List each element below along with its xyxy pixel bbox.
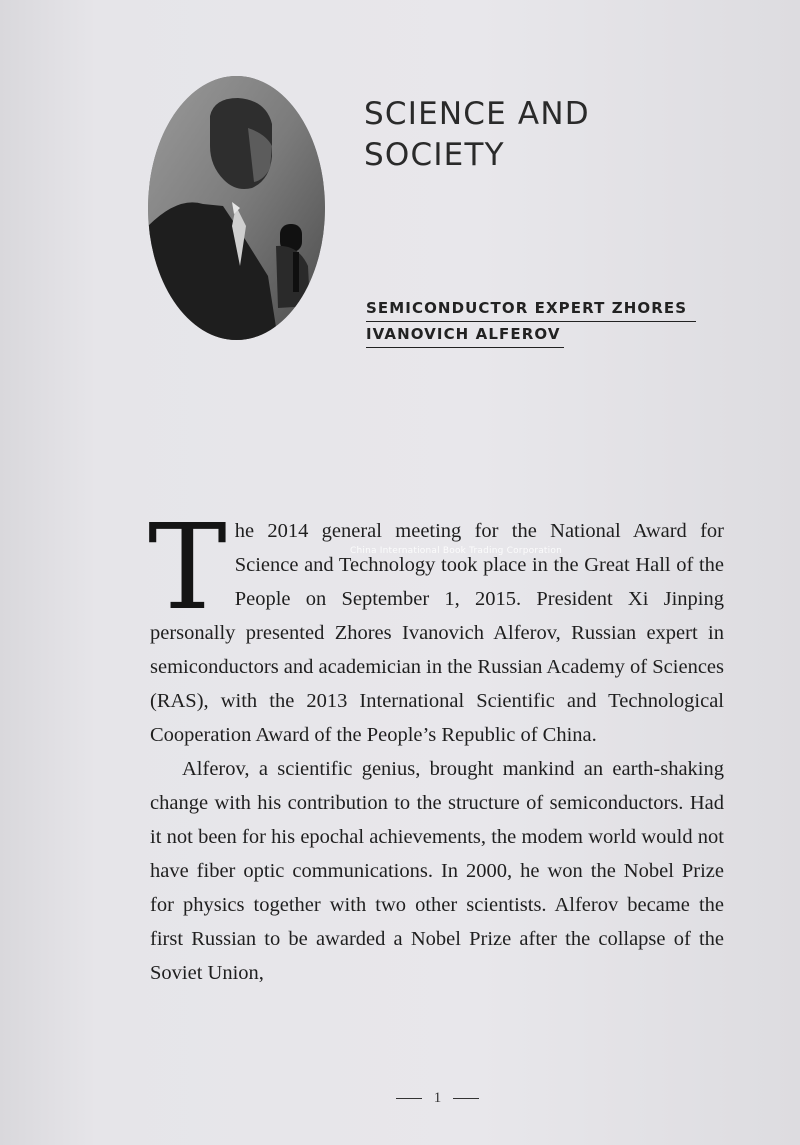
section-title-line-2: SOCIETY bbox=[364, 137, 505, 173]
paragraph-2: Alferov, a scientific genius, brought mankind an earth-shaking change with his contribution to the structure of semiconductors. Had it not been for his epochal achievements, the modem world would not have fiber optic communications. In 2000, he won the Nobel Prize for physics together with two other scientists. Alferov became the first Russian to be awarded a Nobel Prize after the collapse of the Soviet Union, bbox=[150, 758, 724, 984]
article-subtitle-line-2: IVANOVICH ALFEROV bbox=[366, 322, 564, 348]
footer-dash-left bbox=[396, 1098, 422, 1099]
section-title bbox=[364, 94, 590, 176]
footer-dash-right bbox=[453, 1098, 479, 1099]
page-footer bbox=[0, 1090, 800, 1107]
publisher-watermark: China International Book Trading Corporation bbox=[350, 546, 562, 556]
article-subtitle bbox=[366, 296, 696, 348]
section-title-line-1: SCIENCE AND bbox=[364, 96, 590, 132]
page-number: 1 bbox=[433, 1090, 442, 1106]
drop-cap: T bbox=[148, 498, 227, 636]
article-body bbox=[148, 498, 724, 990]
paragraph-1-text: he 2014 general meeting for the National Award for Science and Technology took place in the Great Hall of the People on September 1, 2015. President Xi Jinping personally presented Zhores Ivanovich Alferov, Russian expert in semiconductors and academician in the Russian Academy of Sciences (RAS), with the 2013 International Scientific and Technological Cooperation Award of the People’s Republic of China. bbox=[150, 520, 724, 746]
portrait-photo bbox=[148, 76, 325, 340]
article-subtitle-line-1: SEMICONDUCTOR EXPERT ZHORES bbox=[366, 296, 696, 322]
portrait-image bbox=[148, 76, 325, 340]
